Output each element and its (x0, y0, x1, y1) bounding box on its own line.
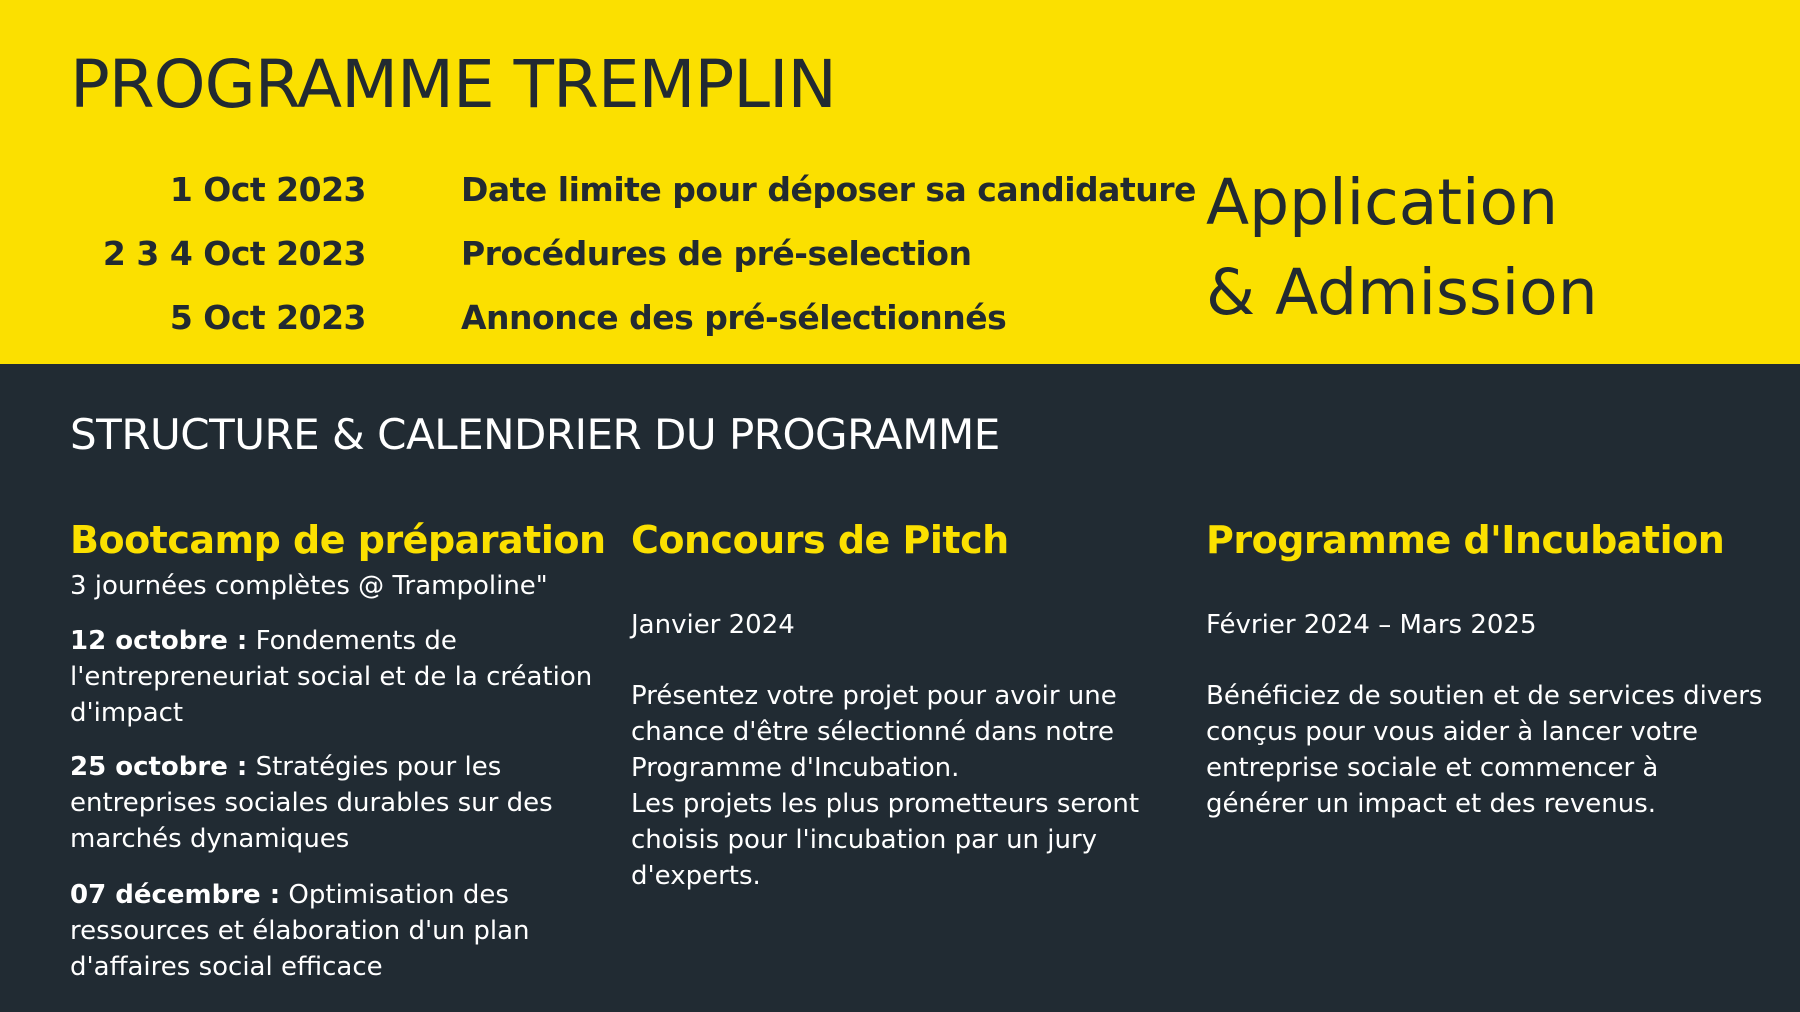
incubation-description: Bénéficiez de soutien et de services divers conçus pour vous aider à lancer votre entreprise sociale et commencer à générer un impact et des revenus. (1206, 681, 1763, 819)
incubation-date: Février 2024 – Mars 2025 (1206, 610, 1537, 640)
aside-line-2: & Admission (1206, 256, 1598, 329)
session-date: 12 octobre : (70, 626, 248, 656)
application-admission-heading (1206, 158, 1598, 338)
schedule-event: Date limite pour déposer sa candidature (461, 170, 1196, 209)
pitch-description: Présentez votre projet pour avoir une chance d'être sélectionné dans notre Programme d'Incubation. (631, 681, 1117, 783)
pitch-title: Concours de Pitch (631, 518, 1009, 562)
session-date: 07 décembre : (70, 880, 281, 910)
session-text: Fondements de l'entrepreneuriat social et de la création d'impact (70, 626, 593, 728)
pitch-description-2: Les projets les plus prometteurs seront choisis pour l'incubation par un jury d'experts. (631, 789, 1140, 891)
session-text: Stratégies pour les entreprises sociales durables sur des marchés dynamiques (70, 752, 553, 854)
header-banner (0, 0, 1800, 364)
schedule-date: 2 3 4 Oct 2023 (102, 234, 366, 273)
bootcamp-session (70, 749, 600, 857)
bootcamp-session (70, 623, 600, 731)
schedule-date: 1 Oct 2023 (169, 170, 366, 209)
bootcamp-session (70, 877, 600, 985)
schedule-event: Annonce des pré-sélectionnés (461, 298, 1007, 337)
incubation-title: Programme d'Incubation (1206, 518, 1725, 562)
section-title: STRUCTURE & CALENDRIER DU PROGRAMME (70, 410, 1000, 459)
bootcamp-title: Bootcamp de préparation (70, 518, 606, 562)
bootcamp-subtitle: 3 journées complètes @ Trampoline" (70, 571, 548, 601)
page-title: PROGRAMME TREMPLIN (70, 46, 836, 123)
aside-line-1: Application (1206, 166, 1559, 239)
schedule-event: Procédures de pré-selection (461, 234, 972, 273)
session-date: 25 octobre : (70, 752, 248, 782)
session-text: Optimisation des ressources et élaboration d'un plan d'affaires social efficace (70, 880, 530, 982)
schedule-date: 5 Oct 2023 (169, 298, 366, 337)
pitch-date: Janvier 2024 (631, 610, 795, 640)
